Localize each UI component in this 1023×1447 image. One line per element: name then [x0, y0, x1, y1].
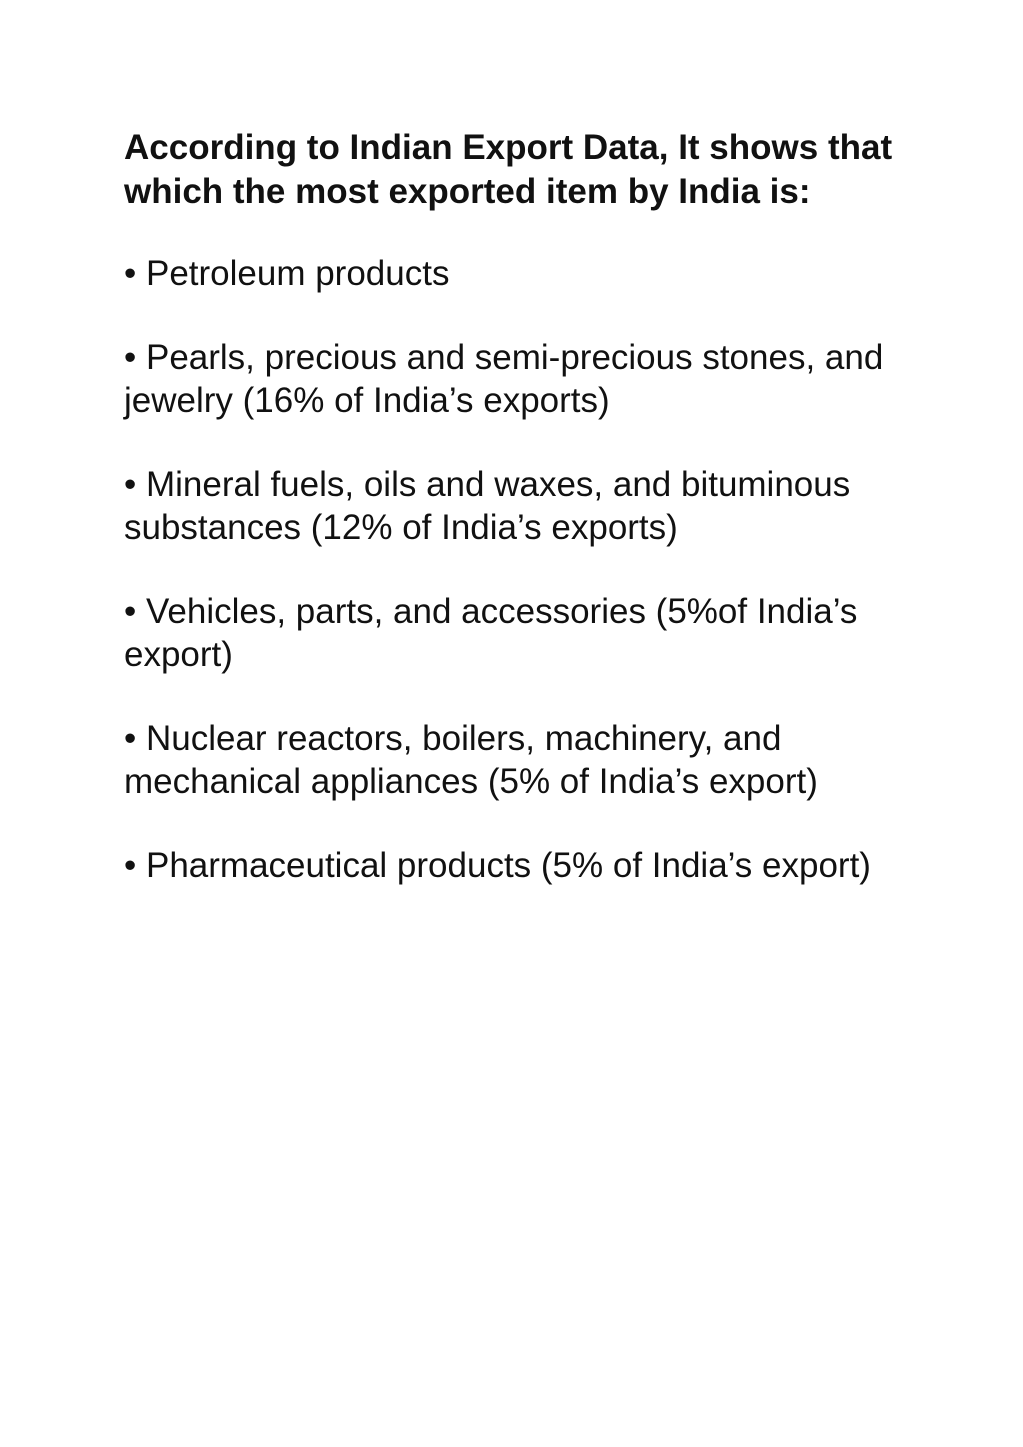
export-items-list — [124, 252, 904, 887]
document-heading: According to Indian Export Data, It shows that which the most exported item by India is: — [124, 128, 893, 211]
document-page — [124, 126, 904, 887]
list-item-mineral-fuels: • Mineral fuels, oils and waxes, and bituminous substances (12% of India’s exports) — [124, 465, 851, 547]
list-item-vehicles: • Vehicles, parts, and accessories (5%of India’s export) — [124, 592, 858, 674]
list-item-pharmaceutical: • Pharmaceutical products (5% of India’s export) — [124, 846, 871, 885]
list-item-nuclear-machinery: • Nuclear reactors, boilers, machinery, and mechanical appliances (5% of India’s export) — [124, 719, 818, 801]
list-item-pearls-stones-jewelry: • Pearls, precious and semi-precious stones, and jewelry (16% of India’s exports) — [124, 338, 884, 420]
list-item-petroleum: • Petroleum products — [124, 254, 450, 293]
